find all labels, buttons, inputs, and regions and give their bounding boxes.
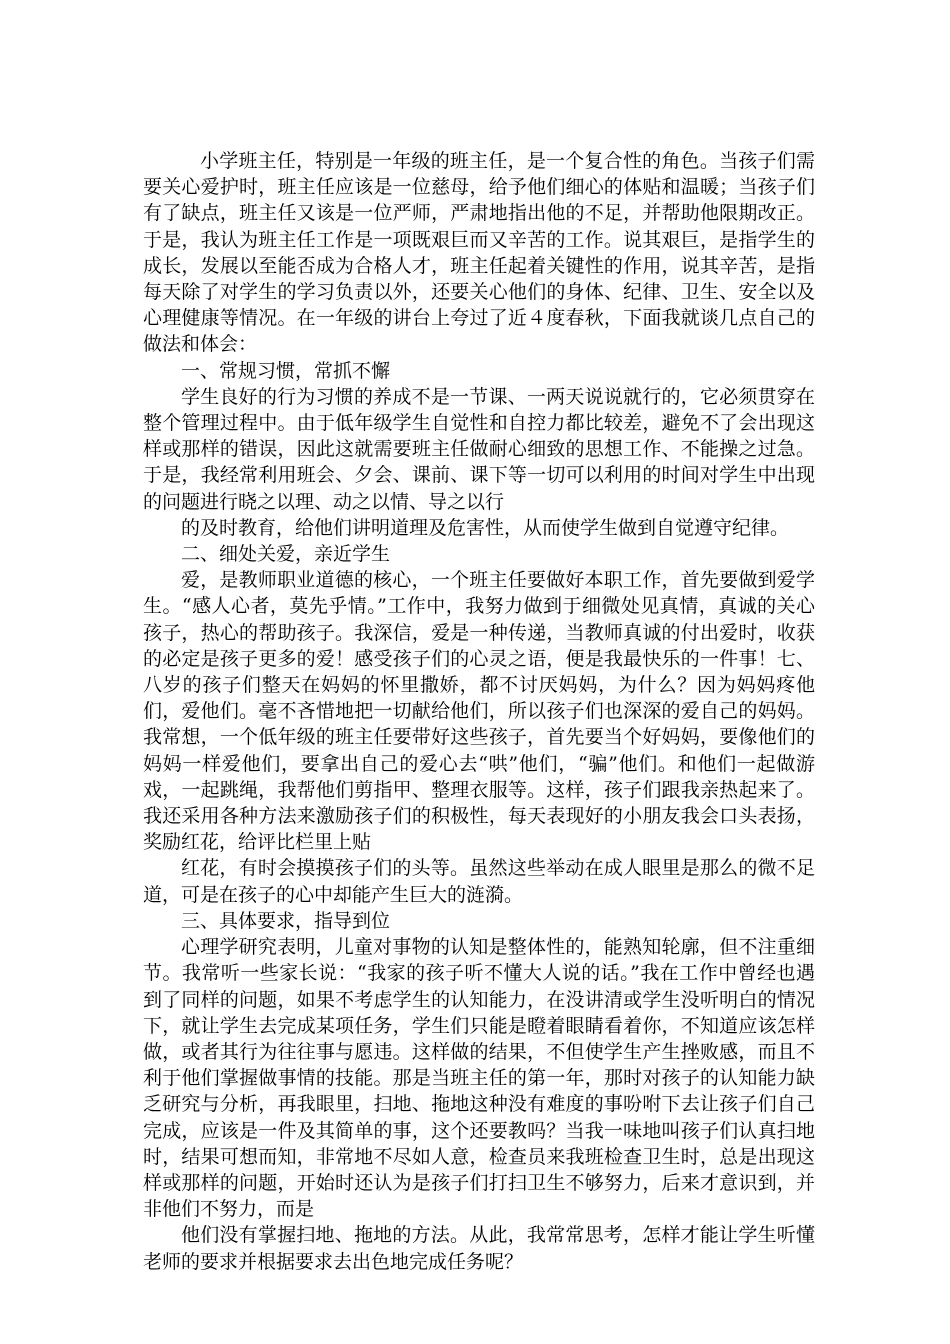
section-2-paragraph-continued: 红花，有时会摸摸孩子们的头等。虽然这些举动在成人眼里是那么的微不足道，可是在孩子的心中却能产生巨大的涟漪。 [143,857,815,906]
document-body [143,148,815,1275]
section-heading-3: 三、具体要求，指导到位 [181,909,391,932]
section-heading-2: 二、细处关爱，亲近学生 [181,543,391,566]
section-3-paragraph-continued: 他们没有掌握扫地、拖地的方法。从此，我常常思考，怎样才能让学生听懂老师的要求并根据要求去出色地完成任务呢？ [143,1224,815,1273]
intro-paragraph: 小学班主任，特别是一年级的班主任，是一个复合性的角色。当孩子们需要关心爱护时，班主任应该是一位慈母，给予他们细心的体贴和温暖；当孩子们有了缺点，班主任又该是一位严师，严肃地指出他的不足，并帮助他限期改正。于是，我认为班主任工作是一项既艰巨而又辛苦的工作。说其艰巨，是指学生的成长，发展以至能否成为合格人才，班主任起着关键性的作用，说其辛苦，是指每天除了对学生的学习负责以外，还要关心他们的身体、纪律、卫生、安全以及心理健康等情况。在一年级的讲台上夸过了近４度春秋，下面我就谈几点自己的做法和体会： [143,150,815,356]
section-3-paragraph: 心理学研究表明，儿童对事物的认知是整体性的，能熟知轮廓，但不注重细节。我常听一些家长说：“我家的孩子听不懂大人说的话。”我在工作中曾经也遇到了同样的问题，如果不考虑学生的认知能力，在没讲清或学生没听明白的情况下，就让学生去完成某项任务，学生们只能是瞪着眼睛看着你，不知道应该怎样做，或者其行为往往事与愿违。这样做的结果，不但使学生产生挫败感，而且不利于他们掌握做事情的技能。那是当班主任的第一年，那时对孩子的认知能力缺乏研究与分析，再我眼里，扫地、拖地这种没有难度的事吩咐下去让孩子们自己完成，应该是一件及其简单的事，这个还要教吗？当我一味地叫孩子们认真扫地时，结果可想而知，非常地不尽如人意，检查员来我班检查卫生时，总是出现这样或那样的问题，开始时还认为是孩子们打扫卫生不够努力，后来才意识到，并非他们不努力，而是 [143,936,815,1221]
section-heading-1: 一、常规习惯，常抓不懈 [181,359,391,382]
section-1-paragraph-continued: 的及时教育，给他们讲明道理及危害性，从而使学生做到自觉遵守纪律。 [181,516,790,539]
section-1-paragraph: 学生良好的行为习惯的养成不是一节课、一两天说说就行的，它必须贯穿在整个管理过程中。由于低年级学生自觉性和自控力都比较差，避免不了会出现这样或那样的错误，因此这就需要班主任做耐心细致的思想工作、不能操之过急。于是，我经常利用班会、夕会、课前、课下等一切可以利用的时间对学生中出现的问题进行晓之以理、动之以情、导之以行 [143,385,815,513]
section-2-paragraph: 爱，是教师职业道德的核心，一个班主任要做好本职工作，首先要做到爱学生。“感人心者，莫先乎情。”工作中，我努力做到于细微处见真情，真诚的关心孩子，热心的帮助孩子。我深信，爱是一种传递，当教师真诚的付出爱时，收获的必定是孩子更多的爱！感受孩子们的心灵之语，便是我最快乐的一件事！七、八岁的孩子们整天在妈妈的怀里撒娇，都不讨厌妈妈，为什么？因为妈妈疼他们，爱他们。毫不吝惜地把一切献给他们，所以孩子们也深深的爱自己的妈妈。我常想，一个低年级的班主任要带好这些孩子，首先要当个好妈妈，要像他们的妈妈一样爱他们，要拿出自己的爱心去“哄”他们，“骗”他们。和他们一起做游戏，一起跳绳，我帮他们剪指甲、整理衣服等。这样，孩子们跟我亲热起来了。我还采用各种方法来激励孩子们的积极性，每天表现好的小朋友我会口头表扬，奖励红花，给评比栏里上贴 [143,569,815,854]
